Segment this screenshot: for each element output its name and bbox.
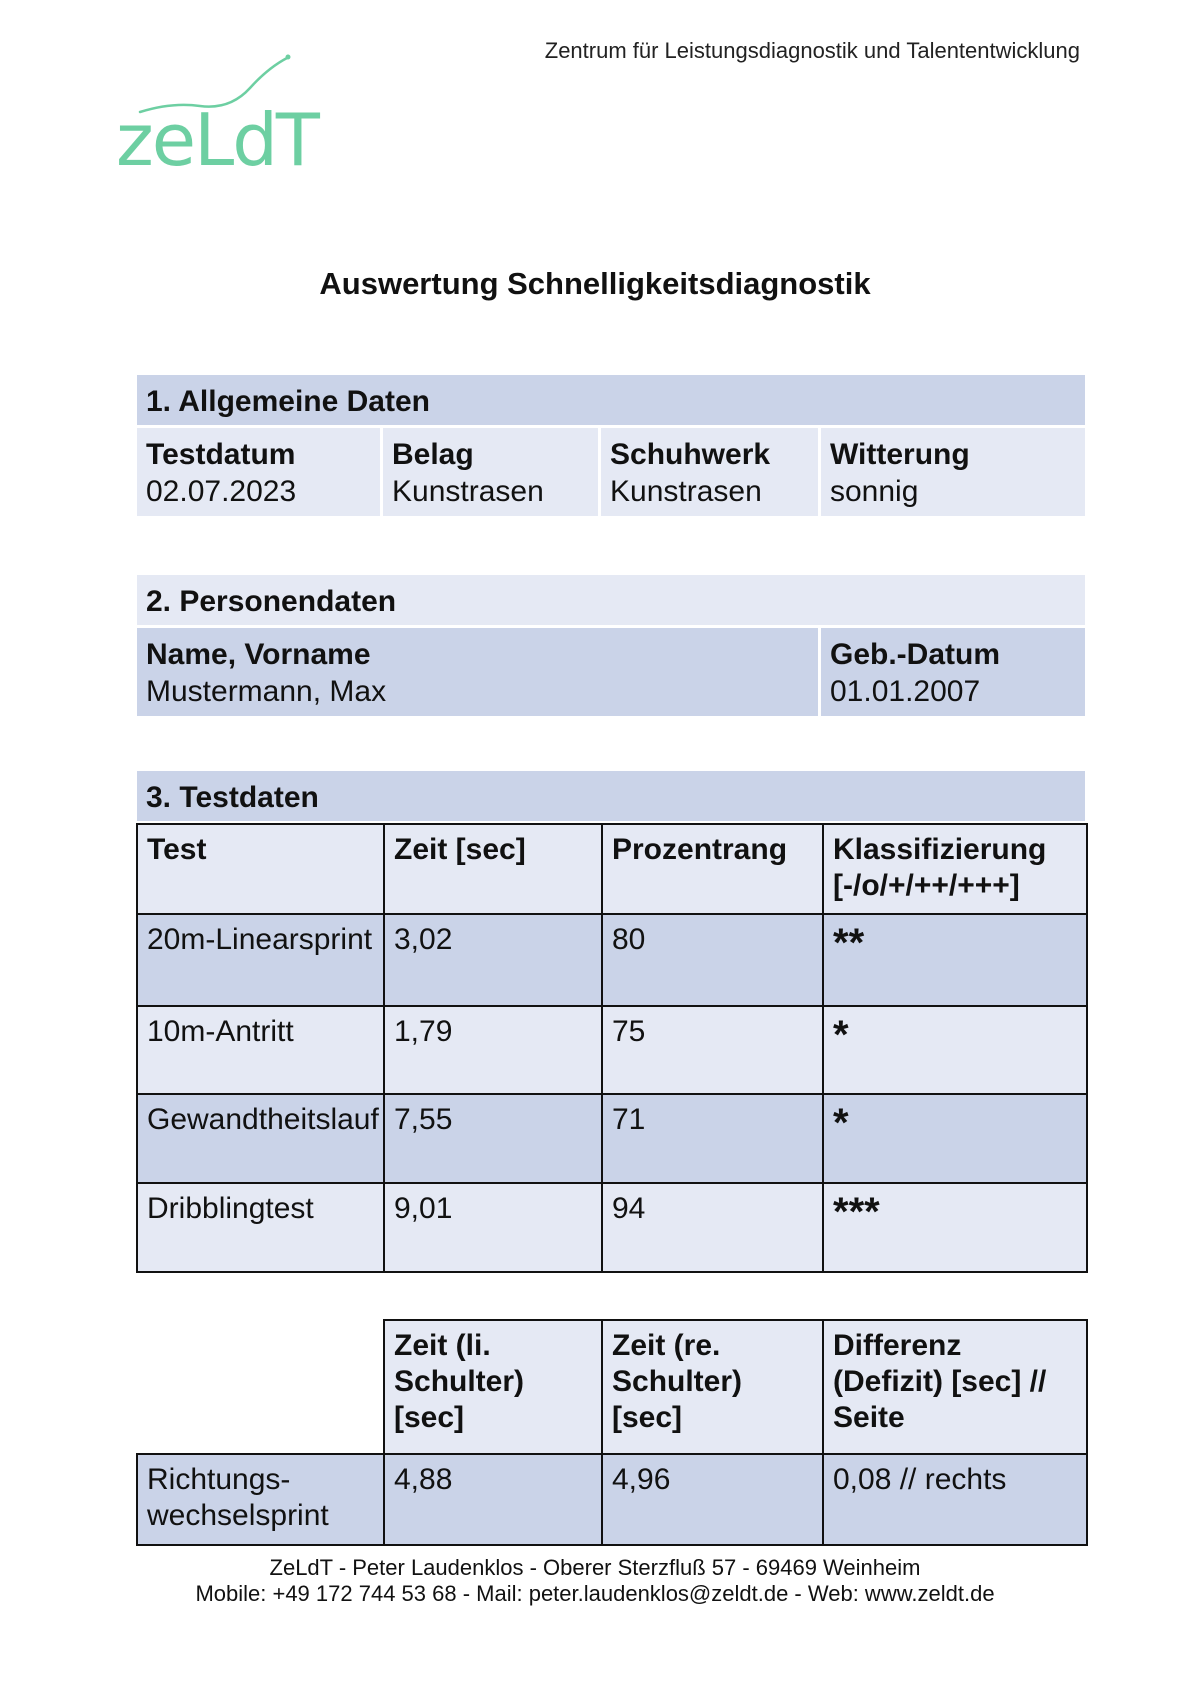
test-classification: * (823, 1006, 1087, 1094)
general-data-section (137, 375, 1085, 516)
test-time: 7,55 (384, 1094, 602, 1183)
zeldt-logo (112, 50, 318, 182)
field-value: Mustermann, Max (146, 675, 387, 708)
column-header: Klassifizierung [-/o/+/++/+++] (823, 824, 1087, 914)
weather-cell (821, 428, 1085, 516)
column-header: Zeit (li. Schulter) [sec] (384, 1320, 602, 1454)
surface-cell (383, 428, 601, 516)
field-value: Kunstrasen (610, 475, 762, 508)
person-data-section (137, 575, 1085, 716)
test-name: Gewandtheitslauf (137, 1094, 384, 1183)
test-date-cell (137, 428, 383, 516)
difference-value: 0,08 // rechts (823, 1454, 1087, 1545)
page-title: Auswertung Schnelligkeitsdiagnostik (319, 266, 871, 301)
organization-name: Zentrum für Leistungsdiagnostik und Talententwicklung (544, 38, 1080, 63)
field-label: Schuhwerk (610, 438, 771, 471)
section-heading: 2. Personendaten (137, 575, 1085, 625)
column-header: Zeit (re. Schulter) [sec] (602, 1320, 823, 1454)
test-name: Dribblingtest (137, 1183, 384, 1272)
test-rank: 94 (602, 1183, 823, 1272)
field-label: Testdatum (146, 438, 296, 471)
test-time: 1,79 (384, 1006, 602, 1094)
table-row (137, 1183, 1087, 1272)
column-header: Differenz (Defizit) [sec] // Seite (823, 1320, 1087, 1454)
test-data-heading: 3. Testdaten (137, 771, 1085, 821)
test-name: 20m-Linearsprint (137, 914, 384, 1006)
footer-contact: Mobile: +49 172 744 53 68 - Mail: peter.laudenklos@zeldt.de - Web: www.zeldt.de (195, 1581, 995, 1606)
column-header: Prozentrang (602, 824, 823, 914)
test-rank: 71 (602, 1094, 823, 1183)
left-shoulder-time: 4,88 (384, 1454, 602, 1545)
field-value: 01.01.2007 (830, 675, 981, 708)
test-name: 10m-Antritt (137, 1006, 384, 1094)
name-cell (137, 628, 821, 716)
right-shoulder-time: 4,96 (602, 1454, 823, 1545)
section-heading: 1. Allgemeine Daten (137, 375, 1085, 425)
test-time: 9,01 (384, 1183, 602, 1272)
test-rank: 75 (602, 1006, 823, 1094)
field-value: Kunstrasen (392, 475, 544, 508)
birthdate-cell (821, 628, 1085, 716)
test-rank: 80 (602, 914, 823, 1006)
field-label: Geb.-Datum (830, 638, 1001, 671)
test-classification: ** (823, 914, 1087, 1006)
column-header: Test (137, 824, 384, 914)
test-name: Richtungs-wechselsprint (137, 1454, 384, 1545)
general-data-row (137, 428, 1085, 516)
field-value: 02.07.2023 (146, 475, 297, 508)
test-time: 3,02 (384, 914, 602, 1006)
table-header-row (137, 824, 1087, 914)
column-header: Zeit [sec] (384, 824, 602, 914)
field-value: sonnig (830, 475, 919, 508)
test-classification: * (823, 1094, 1087, 1183)
person-data-row (137, 628, 1085, 716)
logo-wordmark: zeLdT (116, 98, 318, 182)
field-label: Witterung (830, 438, 970, 471)
field-label: Belag (392, 438, 474, 471)
test-data-table (136, 823, 1088, 1273)
table-row (137, 1006, 1087, 1094)
test-classification: *** (823, 1183, 1087, 1272)
footer (0, 1555, 1190, 1607)
field-label: Name, Vorname (146, 638, 371, 671)
footwear-cell (601, 428, 821, 516)
table-row (137, 1094, 1087, 1183)
table-row (137, 914, 1087, 1006)
footer-address: ZeLdT - Peter Laudenklos - Oberer Sterzfluß 57 - 69469 Weinheim (269, 1555, 921, 1580)
table-header-row (137, 1320, 1087, 1454)
direction-change-table (136, 1319, 1088, 1546)
table-row (137, 1454, 1087, 1545)
empty-corner-cell (137, 1320, 384, 1454)
